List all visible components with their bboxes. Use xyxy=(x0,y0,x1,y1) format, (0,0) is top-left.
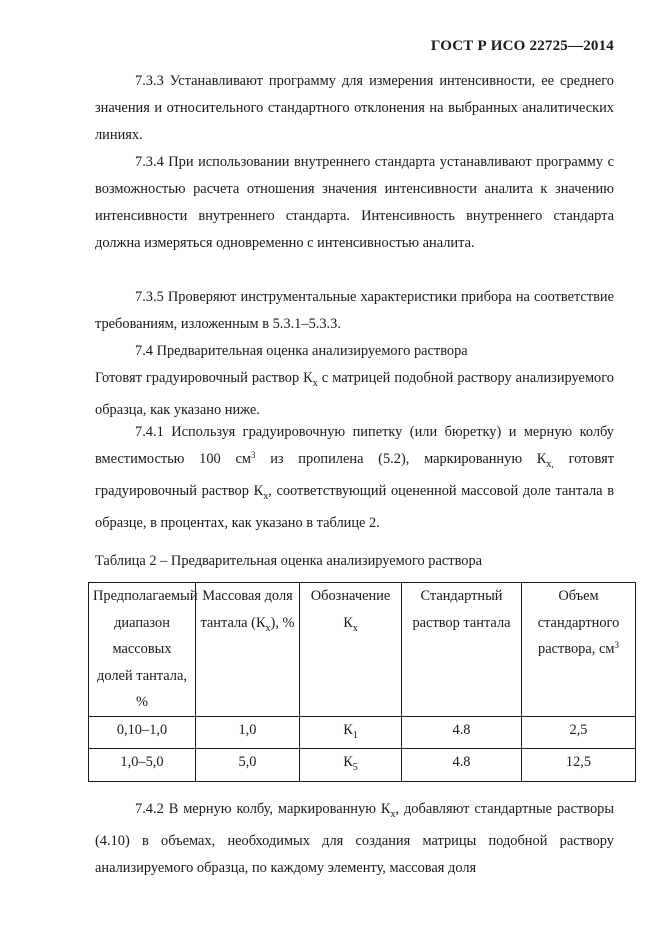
document-header: ГОСТ Р ИСО 22725—2014 xyxy=(430,38,614,54)
subscript: x xyxy=(352,622,358,634)
cell-range: 0,10–1,0 xyxy=(89,716,196,749)
paragraph-7-3-5: 7.3.5 Проверяют инструментальные характеристики прибора на соответствие требованиям, изложенным в 5.3.1–5.3.3. xyxy=(95,289,614,332)
text: готовят градуировочный раствор К xyxy=(95,451,614,499)
text: с матрицей подобной раствору анализируемого образца, как указано ниже. xyxy=(95,370,614,418)
cell-designation xyxy=(300,716,402,749)
text: 7.4.1 Используя градуировочную пипетку (или бюретку) и мерную колбу вместимостью 100 см xyxy=(95,424,614,467)
header-range: Предполагаемый диапазон массовых долей тантала, % xyxy=(89,583,196,717)
subscript: x, xyxy=(546,458,554,470)
paragraph-7-4-1 xyxy=(95,419,614,537)
subscript: 1 xyxy=(352,729,358,741)
subscript: x xyxy=(390,808,396,820)
superscript: 3 xyxy=(614,640,619,650)
cell-range: 1,0–5,0 xyxy=(89,749,196,782)
cell-standard: 4.8 xyxy=(402,749,522,782)
text: Обозначение К xyxy=(310,588,391,631)
text: Объем стандартного раствора, см xyxy=(537,588,620,657)
section-heading-7-4: 7.4 Предварительная оценка анализируемого раствора xyxy=(135,343,468,359)
cell-volume: 12,5 xyxy=(522,749,636,782)
cell-designation xyxy=(300,749,402,782)
paragraph-7-3-4: 7.3.4 При использовании внутреннего стандарта устанавливают программу с возможностью расчета отношения значения интенсивности аналита к значению интенсивности внутреннего стандарта. Интенсивность внутреннего стандарта должна измеряться одновременно с интенсивностью аналита. xyxy=(95,154,614,251)
paragraph-7-4 xyxy=(95,365,614,424)
text: К xyxy=(343,721,353,738)
header-mass-fraction xyxy=(196,583,300,717)
text: из пропилена (5.2), маркированную К xyxy=(255,451,547,467)
subscript: x xyxy=(312,377,318,389)
table-row xyxy=(89,716,636,749)
subscript: x xyxy=(265,622,271,634)
subscript: 5 xyxy=(352,762,358,774)
text: , соответствующий оцененной массовой доле тантала в образце, в процентах, как указано в таблице 2. xyxy=(95,482,615,531)
text: Массовая доля тантала (К xyxy=(200,588,293,631)
cell-volume: 2,5 xyxy=(522,716,636,749)
table-header-row xyxy=(89,583,636,717)
paragraph-7-4-2 xyxy=(95,796,614,882)
text: Готовят градуировочный раствор К xyxy=(95,370,313,386)
header-designation xyxy=(300,583,402,717)
text: К xyxy=(343,754,353,771)
superscript: 3 xyxy=(250,450,256,460)
data-table xyxy=(88,582,636,782)
table-row xyxy=(89,749,636,782)
cell-fraction: 1,0 xyxy=(196,716,300,749)
subscript: x xyxy=(263,490,269,502)
cell-standard: 4.8 xyxy=(402,716,522,749)
text: ), % xyxy=(270,614,295,631)
paragraph-7-3-3: 7.3.3 Устанавливают программу для измерения интенсивности, ее среднего значения и относительного стандартного отклонения на выбранных аналитических линиях. xyxy=(95,73,614,143)
header-volume xyxy=(522,583,636,717)
text: 7.4.2 В мерную колбу, маркированную К xyxy=(135,801,391,817)
cell-fraction: 5,0 xyxy=(196,749,300,782)
text: , добавляют стандартные растворы (4.10) в объемах, необходимых для создания матрицы подобной раствору анализируемого образца, по каждому элементу, массовая доля xyxy=(95,801,614,876)
header-standard-solution: Стандартный раствор тантала xyxy=(402,583,522,717)
table-caption: Таблица 2 – Предварительная оценка анализируемого раствора xyxy=(95,553,483,569)
